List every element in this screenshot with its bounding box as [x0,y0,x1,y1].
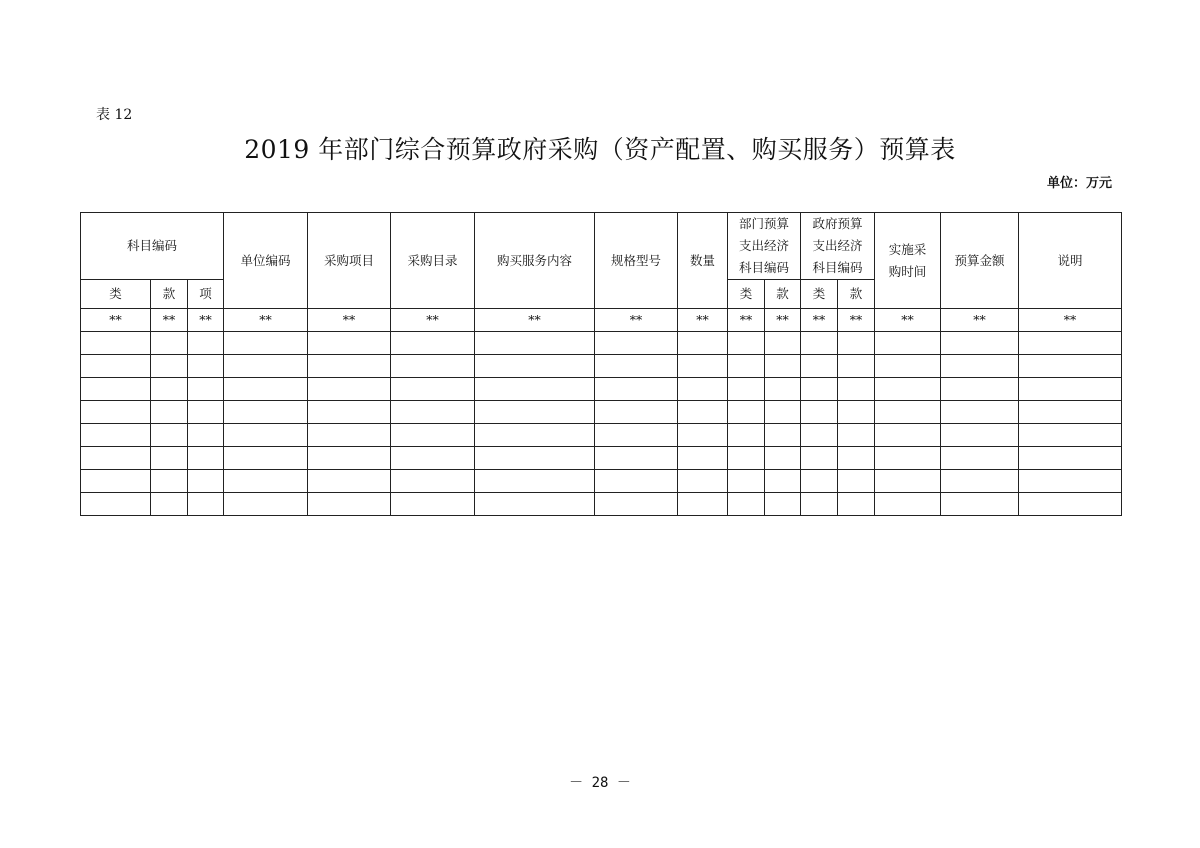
table-cell [475,378,595,401]
table-cell [801,470,838,493]
table-cell [728,493,765,516]
code-cell: ** [81,309,151,332]
table-cell [838,447,875,470]
table-cell [801,378,838,401]
table-row [81,493,1122,516]
table-cell [728,332,765,355]
table-row [81,447,1122,470]
code-cell: ** [801,309,838,332]
table-cell [765,401,801,424]
table-cell [728,378,765,401]
code-cell: ** [728,309,765,332]
header-spec-model: 规格型号 [595,213,678,309]
table-cell [188,355,224,378]
table-cell [475,332,595,355]
table-cell [224,401,308,424]
header-subject-code: 科目编码 [81,213,224,280]
table-cell [678,401,728,424]
table-cell [475,355,595,378]
header-impl-time-line-1: 实施采 [888,241,927,257]
code-cell: ** [1019,309,1122,332]
table-cell [151,332,188,355]
empty-rows [81,332,1122,516]
table-cell [838,401,875,424]
table-cell [1019,378,1122,401]
table-cell [308,470,391,493]
table-cell [224,493,308,516]
document-title: 2019 年部门综合预算政府采购（资产配置、购买服务）预算表 [244,135,956,164]
table-cell [188,424,224,447]
table-cell [224,447,308,470]
page-number: － 28 － [569,775,631,791]
table-cell [875,355,941,378]
table-cell [224,470,308,493]
table-row [81,470,1122,493]
table-cell [728,401,765,424]
table-cell [1019,447,1122,470]
table-cell [308,332,391,355]
table-cell [151,447,188,470]
table-cell [224,378,308,401]
table-cell [941,470,1019,493]
table-cell [391,332,475,355]
table-cell [475,493,595,516]
header-procurement-item: 采购项目 [308,213,391,309]
header-budget-amount: 预算金额 [941,213,1019,309]
header-xiang: 项 [188,280,224,309]
table-cell [595,470,678,493]
table-cell [391,447,475,470]
header-dept-econ-line-2: 支出经济 [739,238,790,253]
table-cell [81,332,151,355]
table-cell [728,355,765,378]
table-cell [941,424,1019,447]
table-cell [151,493,188,516]
code-cell: ** [475,309,595,332]
table-cell [875,401,941,424]
table-cell [595,424,678,447]
table-row [81,378,1122,401]
table-cell [678,424,728,447]
header-dept-econ-code [728,213,801,280]
header-lei: 类 [81,280,151,309]
table-cell [595,378,678,401]
table-row [81,355,1122,378]
table-cell [678,355,728,378]
table-cell [1019,355,1122,378]
table-cell [838,493,875,516]
table-cell [391,493,475,516]
header-dept-lei: 类 [728,280,765,309]
table-cell [728,470,765,493]
table-cell [941,401,1019,424]
header-gov-econ-line-3: 科目编码 [812,260,863,275]
header-gov-econ-line-1: 政府预算 [812,216,863,231]
table-cell [875,493,941,516]
table-cell [81,493,151,516]
table-cell [188,493,224,516]
table-cell [838,470,875,493]
code-cell: ** [151,309,188,332]
table-cell [678,470,728,493]
table-cell [595,355,678,378]
code-cell: ** [941,309,1019,332]
table-cell [801,447,838,470]
table-cell [765,355,801,378]
table-cell [941,355,1019,378]
table-cell [765,470,801,493]
header-impl-time [875,213,941,309]
unit-note: 单位：万元 [1046,176,1112,191]
code-cell: ** [391,309,475,332]
code-cell: ** [678,309,728,332]
header-service-content: 购买服务内容 [475,213,595,309]
table-cell [188,470,224,493]
header-impl-time-line-2: 购时间 [888,263,927,279]
table-cell [308,493,391,516]
table-cell [224,355,308,378]
table-cell [188,378,224,401]
table-cell [595,493,678,516]
header-gov-lei: 类 [801,280,838,309]
table-cell [81,447,151,470]
table-cell [801,355,838,378]
table-cell [765,493,801,516]
table-cell [475,470,595,493]
table-cell [875,470,941,493]
table-cell [678,447,728,470]
code-cell: ** [875,309,941,332]
table-cell [838,424,875,447]
header-row-1 [81,213,1122,280]
table-cell [595,401,678,424]
table-cell [801,424,838,447]
table-cell [1019,424,1122,447]
header-dept-kuan: 款 [765,280,801,309]
table-cell [838,378,875,401]
table-cell [151,355,188,378]
table-cell [151,378,188,401]
table-cell [188,447,224,470]
table-cell [678,378,728,401]
table-cell [941,447,1019,470]
table-cell [1019,493,1122,516]
table-cell [308,447,391,470]
table-cell [224,332,308,355]
table-cell [595,447,678,470]
code-cell: ** [224,309,308,332]
table-cell [728,447,765,470]
header-dept-econ-line-3: 科目编码 [739,260,790,275]
table-cell [391,470,475,493]
table-cell [475,401,595,424]
code-row [81,309,1122,332]
table-cell [678,493,728,516]
table-cell [224,424,308,447]
table-cell [188,401,224,424]
table-row [81,332,1122,355]
table-cell [678,332,728,355]
table-cell [875,332,941,355]
table-cell [941,378,1019,401]
code-cell: ** [188,309,224,332]
header-dept-econ-line-1: 部门预算 [739,216,790,231]
table-cell [801,332,838,355]
table-cell [765,424,801,447]
table-cell [838,332,875,355]
table-cell [391,378,475,401]
table-cell [475,424,595,447]
header-kuan: 款 [151,280,188,309]
table-cell [391,355,475,378]
table-cell [308,355,391,378]
header-quantity: 数量 [678,213,728,309]
table-cell [801,401,838,424]
table-cell [81,424,151,447]
header-description: 说明 [1019,213,1122,309]
table-cell [875,447,941,470]
procurement-budget-table [80,212,1122,516]
table-cell [308,401,391,424]
table-cell [151,424,188,447]
header-unit-code: 单位编码 [224,213,308,309]
table-cell [308,424,391,447]
table-cell [728,424,765,447]
table-cell [765,332,801,355]
header-gov-econ-code [801,213,875,280]
table-cell [308,378,391,401]
table-cell [765,378,801,401]
table-cell [81,470,151,493]
code-cell: ** [308,309,391,332]
table-cell [941,332,1019,355]
table-cell [1019,470,1122,493]
code-cell: ** [838,309,875,332]
table-cell [941,493,1019,516]
table-cell [838,355,875,378]
table-label: 表 12 [96,107,133,123]
table-cell [1019,332,1122,355]
table-cell [81,378,151,401]
code-cell: ** [765,309,801,332]
header-gov-kuan: 款 [838,280,875,309]
table-row [81,424,1122,447]
table-cell [875,378,941,401]
table-cell [391,424,475,447]
table-row [81,401,1122,424]
table-cell [801,493,838,516]
header-procurement-catalog: 采购目录 [391,213,475,309]
table-cell [151,401,188,424]
table-cell [1019,401,1122,424]
header-gov-econ-line-2: 支出经济 [812,238,863,253]
code-cell: ** [595,309,678,332]
table-cell [188,332,224,355]
table-cell [765,447,801,470]
table-cell [151,470,188,493]
table-cell [875,424,941,447]
table-cell [81,401,151,424]
table-cell [81,355,151,378]
table-cell [475,447,595,470]
table-cell [595,332,678,355]
table-cell [391,401,475,424]
